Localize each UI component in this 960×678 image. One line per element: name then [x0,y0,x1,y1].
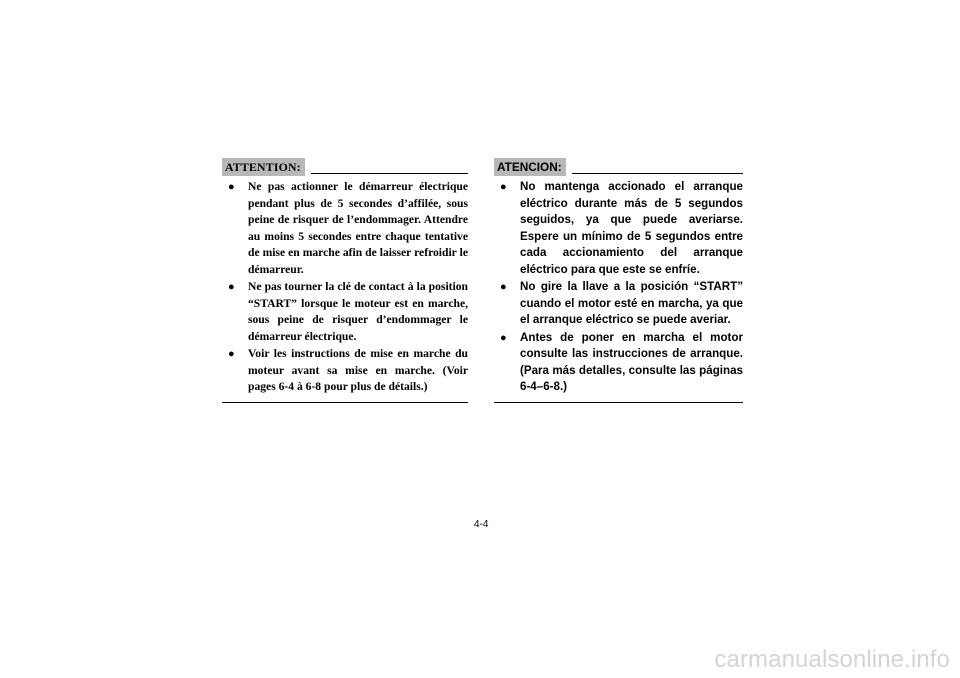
bullet-icon: ● [228,281,235,293]
french-attention-box [222,156,468,403]
french-notice-text: Voir les instructions de mise en marche du moteur avant sa mise en marche. (Voir pages 6-4 à 6-8 pour plus de détails.) [248,347,468,393]
spanish-notice-item [494,330,743,396]
french-notice-text: Ne pas actionner le démarreur électrique pendant plus de 5 secondes d’affilée, sous peine de risquer de l’endommager. Attendre au moins 5 secondes entre chaque tentative de mise en marche afin de laisser refroidir le démarreur. [248,180,468,276]
spanish-heading-row [494,156,743,176]
spanish-notice-text: No gire la llave a la posición “START” cuando el motor esté en marcha, ya que el arranque eléctrico se puede averiar. [520,280,743,326]
french-notice-item [222,346,468,396]
french-attention-heading: ATTENTION: [222,158,305,176]
watermark-text: carmanualsonline.info [714,646,950,673]
page-number: 4-4 [474,519,489,530]
spanish-bottom-rule [494,402,743,403]
french-bottom-rule [222,402,468,403]
spanish-notice-text: Antes de poner en marcha el motor consulte las instrucciones de arranque. (Para más detalles, consulte las páginas 6-4–6-8.) [520,330,743,393]
french-notice-item [222,179,468,278]
bullet-icon: ● [500,181,507,193]
bullet-icon: ● [228,348,235,360]
bullet-icon: ● [500,281,507,293]
spanish-heading-rule [572,173,743,174]
french-notice-list [222,179,468,396]
spanish-notice-list [494,179,743,396]
spanish-attention-box [494,156,743,403]
spanish-notice-item [494,179,743,278]
bullet-icon: ● [500,331,507,344]
french-heading-rule [311,173,468,174]
french-heading-row [222,156,468,176]
bullet-icon: ● [228,181,235,193]
french-notice-item [222,279,468,345]
spanish-notice-item [494,279,743,329]
spanish-attention-heading: ATENCION: [494,158,566,176]
spanish-notice-text: No mantenga accionado el arranque eléctrico durante más de 5 segundos seguidos, ya que puede averiarse. Espere un mínimo de 5 segundos entre cada accionamiento del arranque eléctrico para que este se enfríe. [520,180,743,276]
french-notice-text: Ne pas tourner la clé de contact à la position “START” lorsque le moteur est en marche, sous peine de risquer d’endommager le démarreur électrique. [248,280,468,343]
